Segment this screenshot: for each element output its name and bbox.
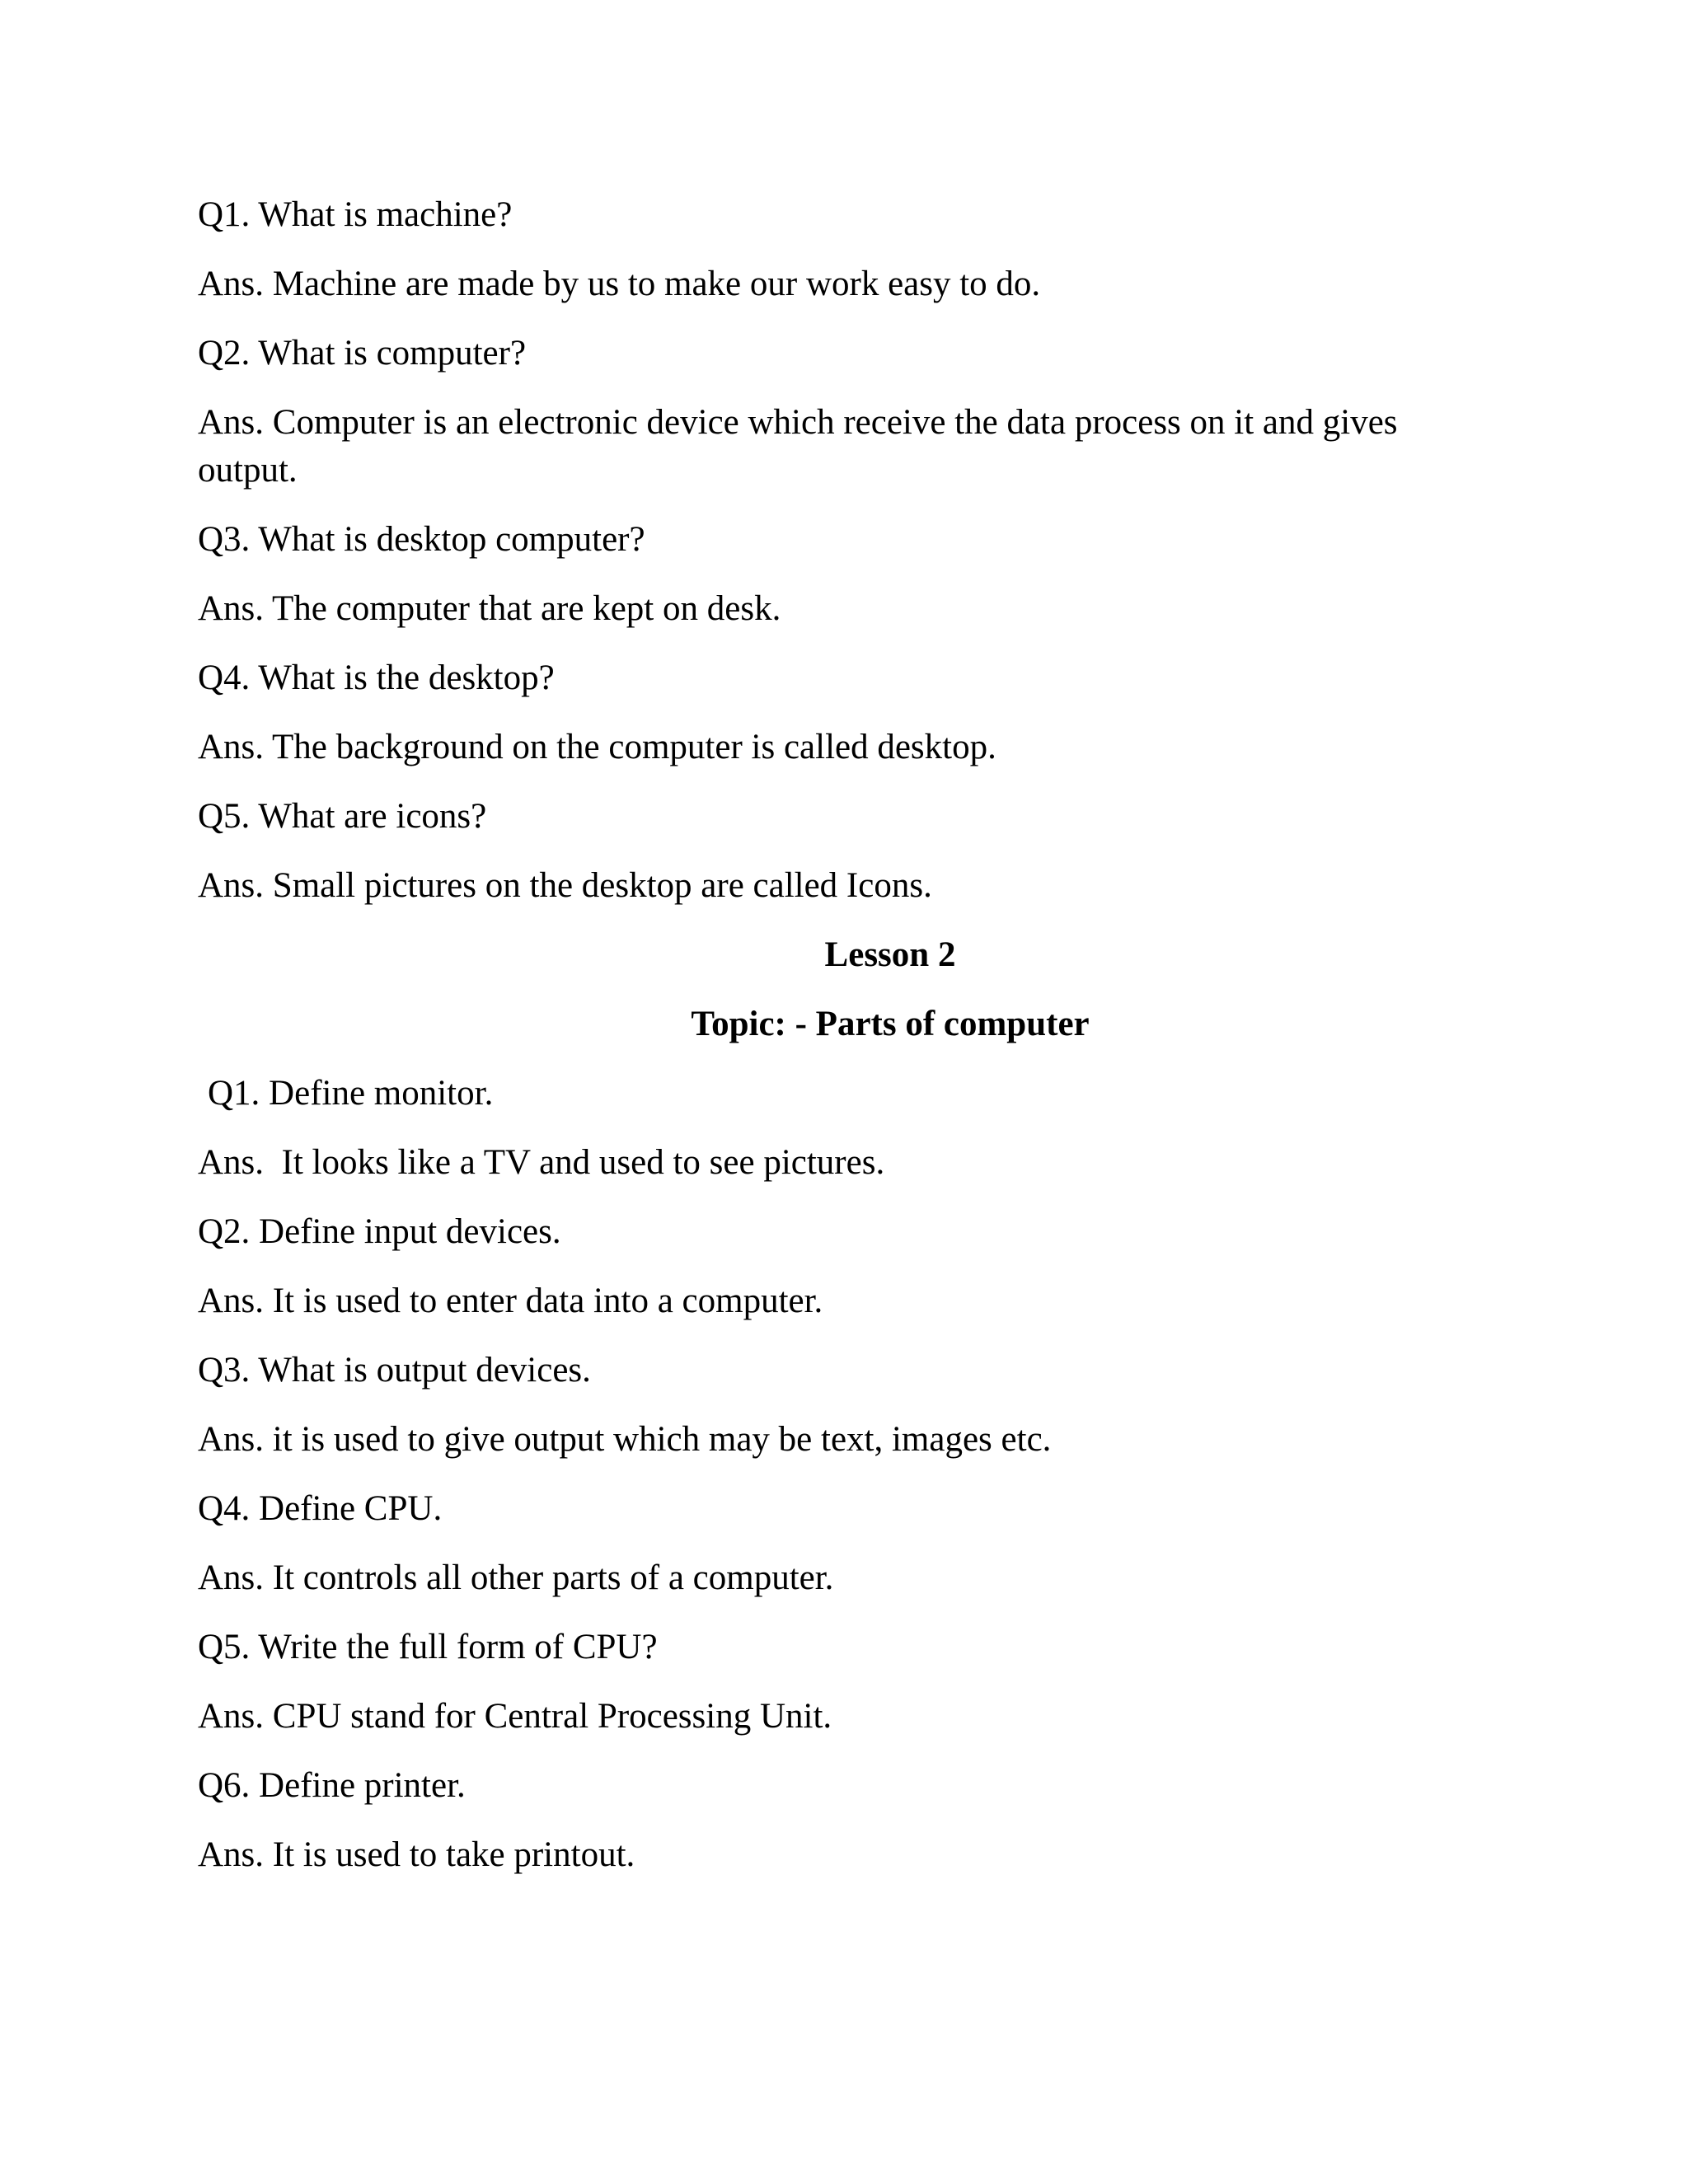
lesson2-question-5: Q5. Write the full form of CPU? <box>198 1628 658 1666</box>
question-2: Q2. What is computer? <box>198 334 527 373</box>
question-1: Q1. What is machine? <box>198 195 513 234</box>
lesson-title: Lesson 2 <box>824 935 956 974</box>
lesson2-question-2: Q2. Define input devices. <box>198 1212 561 1251</box>
question-3: Q3. What is desktop computer? <box>198 520 645 559</box>
lesson2-answer-6: Ans. It is used to take printout. <box>198 1835 635 1874</box>
document-body <box>198 191 1484 1900</box>
lesson2-answer-3: Ans. it is used to give output which may be text, images etc. <box>198 1420 1052 1459</box>
answer-4: Ans. The background on the computer is called desktop. <box>198 728 996 766</box>
lesson-topic: Topic: - Parts of computer <box>691 1005 1090 1043</box>
lesson2-question-3: Q3. What is output devices. <box>198 1351 591 1390</box>
lesson2-answer-5: Ans. CPU stand for Central Processing Unit. <box>198 1697 832 1736</box>
lesson2-answer-4: Ans. It controls all other parts of a computer. <box>198 1558 834 1597</box>
answer-1: Ans. Machine are made by us to make our work easy to do. <box>198 265 1041 303</box>
answer-2: Ans. Computer is an electronic device which receive the data process on it and gives output. <box>198 403 1398 490</box>
answer-3: Ans. The computer that are kept on desk. <box>198 589 781 628</box>
lesson2-answer-2: Ans. It is used to enter data into a computer. <box>198 1282 823 1320</box>
question-5: Q5. What are icons? <box>198 797 487 836</box>
question-4: Q4. What is the desktop? <box>198 658 555 697</box>
lesson2-question-4: Q4. Define CPU. <box>198 1489 443 1528</box>
lesson2-question-6: Q6. Define printer. <box>198 1766 466 1805</box>
answer-5: Ans. Small pictures on the desktop are called Icons. <box>198 866 932 905</box>
lesson2-answer-1: Ans. It looks like a TV and used to see pictures. <box>198 1143 885 1182</box>
lesson2-question-1: Q1. Define monitor. <box>208 1074 494 1113</box>
